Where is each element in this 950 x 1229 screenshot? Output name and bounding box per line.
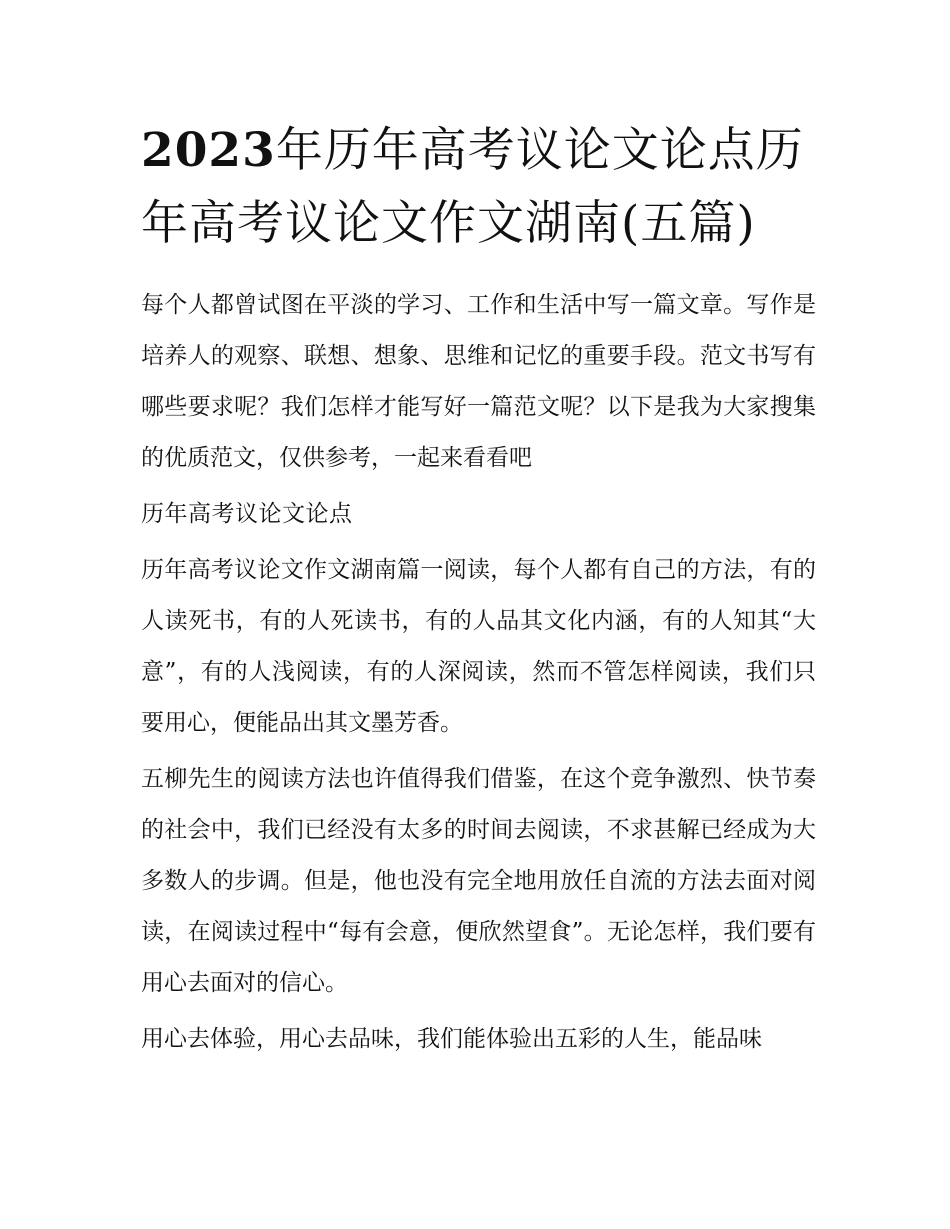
paragraph-wuliu: 五柳先生的阅读方法也许值得我们借鉴，在这个竞争激烈、快节奏的社会中，我们已经没有太多的时间去阅读，不求甚解已经成为大多数人的步调。但是，他也没有完全地用放任自流的方法去面对阅读，在阅读过程中“每有会意，便欣然望食”。无论怎样，我们要有用心去面对的信心。 — [141, 766, 816, 996]
title-year: 2023 — [141, 123, 276, 178]
document-title — [141, 114, 816, 260]
paragraph-subheading: 历年高考议论文论点 — [141, 501, 353, 527]
title-text: 年历年高考议论文论点历年高考议论文作文湖南(五篇) — [141, 123, 804, 251]
paragraph-intro: 每个人都曾试图在平淡的学习、工作和生活中写一篇文章。写作是培养人的观察、联想、想象、思维和记忆的重要手段。范文书写有哪些要求呢？我们怎样才能写好一篇范文呢？以下是我为大家搜集的优质范文，仅供参考，一起来看看吧 — [141, 292, 816, 471]
document-body — [141, 280, 816, 1065]
paragraph-essay-one: 历年高考议论文作文湖南篇一阅读，每个人都有自己的方法，有的人读死书，有的人死读书，有的人品其文化内涵，有的人知其“大意”，有的人浅阅读，有的人深阅读，然而不管怎样阅读，我们只要用心，便能品出其文墨芳香。 — [141, 557, 816, 736]
paragraph-experience: 用心去体验，用心去品味，我们能体验出五彩的人生，能品味 — [141, 1026, 762, 1052]
document-page — [141, 114, 816, 1065]
